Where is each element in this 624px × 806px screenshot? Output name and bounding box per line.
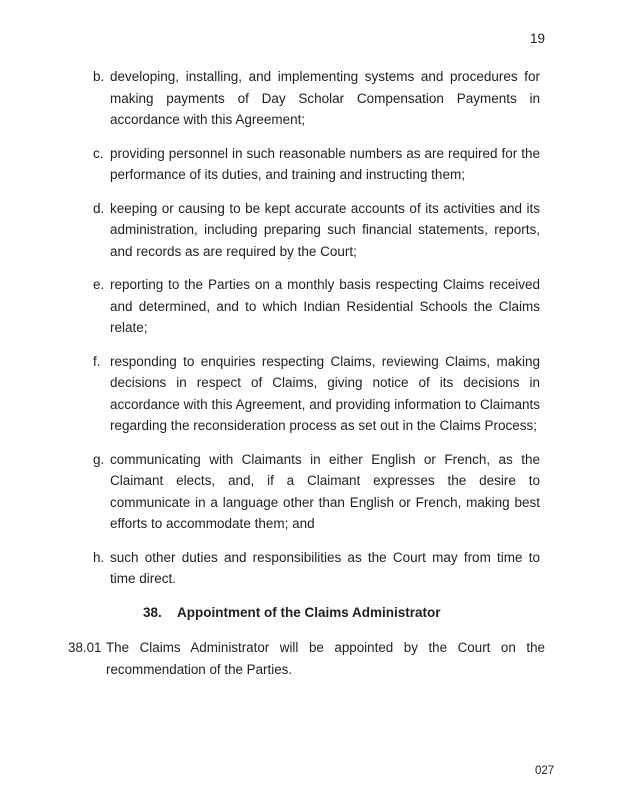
section-number: 38. xyxy=(143,604,162,620)
list-item-marker: e. xyxy=(93,277,105,292)
list-item-text: reporting to the Parties on a monthly basis respecting Claims received and determined, and to which Indian Residential Schools the Claims relate; xyxy=(110,277,540,335)
list-item-text: developing, installing, and implementing systems and procedures for making payments of Day Scholar Compensation Payments in accordance with this Agreement; xyxy=(110,69,540,127)
list-item-marker: f. xyxy=(93,353,101,369)
list-item-text: such other duties and responsibilities as the Court may from time to time direct. xyxy=(110,549,540,586)
list-item-text: communicating with Claimants in either English or French, as the Claimant elects, and, if a Claimant expresses the desire to communicate in a language other than English or French, making best efforts to accommodate them; and xyxy=(110,451,540,531)
section-title: Appointment of the Claims Administrator xyxy=(177,604,441,620)
list-item-text: keeping or causing to be kept accurate accounts of its activities and its administration, including preparing such financial statements, reports, and records as are required by the Court; xyxy=(110,200,540,259)
list-item xyxy=(93,449,540,535)
clause-text: The Claims Administrator will be appointed by the Court on the recommendation of the Parties. xyxy=(106,640,545,677)
list-item xyxy=(93,66,540,131)
list-item xyxy=(93,274,540,339)
page-number: 19 xyxy=(529,31,545,46)
clause-number: 38.01 xyxy=(68,640,102,655)
footer-page-number: 027 xyxy=(535,765,555,777)
list-item-marker: d. xyxy=(93,200,105,216)
list-item-marker: g. xyxy=(93,451,105,467)
list-item-text: providing personnel in such reasonable numbers as are required for the performance of its duties, and training and instructing them; xyxy=(110,145,540,182)
page-content xyxy=(68,66,545,680)
clause-38-01 xyxy=(68,637,545,680)
list-item-marker: h. xyxy=(93,549,105,565)
list-item xyxy=(93,198,540,263)
duties-list xyxy=(93,66,540,590)
list-item xyxy=(93,547,540,590)
list-item-marker: c. xyxy=(93,145,104,161)
section-heading xyxy=(110,602,540,624)
list-item xyxy=(93,351,540,437)
list-item-marker: b. xyxy=(93,69,105,84)
list-item-text: responding to enquiries respecting Claims, reviewing Claims, making decisions in respect of Claims, giving notice of its decisions in accordance with this Agreement, and providing information to Claimants regarding the reconsideration process as set out in the Claims Process; xyxy=(110,353,540,433)
list-item xyxy=(93,143,540,186)
